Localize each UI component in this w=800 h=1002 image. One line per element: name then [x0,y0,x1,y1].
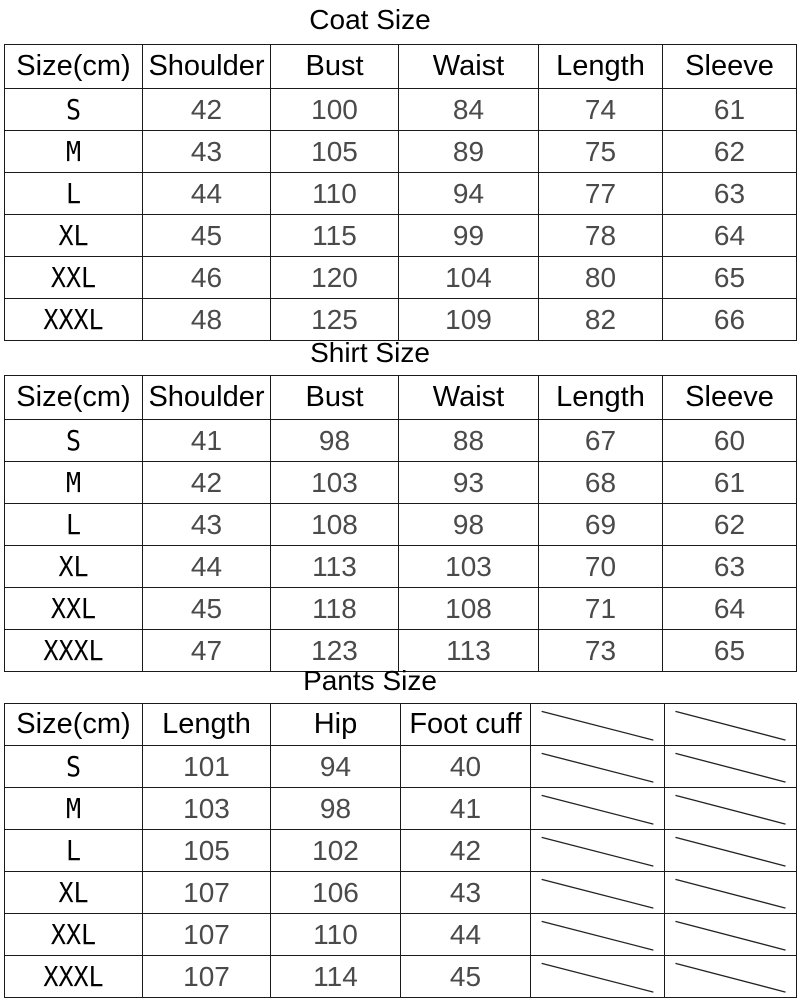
measurement-value: 42 [190,93,223,125]
measurement-value-cell [271,299,399,341]
measurement-value-cell [399,173,539,215]
measurement-value-cell [539,215,663,257]
column-header-cell [143,376,271,420]
table-row [5,462,797,504]
measurement-value: 43 [190,135,223,167]
empty-slash-cell [665,788,797,830]
measurement-value-cell [271,420,399,462]
measurement-value: 63 [713,550,746,582]
measurement-value: 42 [449,834,482,866]
column-header-cell [663,45,797,89]
measurement-value-cell [399,131,539,173]
table-row [5,746,797,788]
measurement-value-cell [401,788,531,830]
measurement-value-cell [143,215,271,257]
measurement-value: 65 [713,634,746,666]
measurement-value-cell [271,546,399,588]
column-header: Sleeve [685,381,774,413]
table-row [5,131,797,173]
measurement-value: 80 [584,261,617,293]
measurement-value-cell [271,830,401,872]
column-header: Length [556,381,645,413]
table-row [5,299,797,341]
diagonal-line [531,956,664,997]
measurement-value: 42 [190,466,223,498]
measurement-value: 66 [713,303,746,335]
measurement-value-cell [539,462,663,504]
empty-slash-cell [531,872,665,914]
measurement-value: 61 [713,93,746,125]
empty-slash-cell [665,872,797,914]
measurement-value: 88 [452,424,485,456]
measurement-value: 103 [445,550,492,582]
measurement-value-cell [539,131,663,173]
measurement-value-cell [663,546,797,588]
measurement-value: 99 [452,219,485,251]
diagonal-line [665,746,796,787]
size-label: L [65,508,82,541]
empty-slash-cell [665,830,797,872]
measurement-value: 107 [183,960,230,992]
size-label-cell [5,462,143,504]
size-label-cell [5,546,143,588]
empty-slash-cell [665,956,797,998]
measurement-value-cell [271,746,401,788]
table-row [5,588,797,630]
measurement-value-cell [271,872,401,914]
size-label-cell [5,788,143,830]
column-header-cell [271,45,399,89]
table-row [5,257,797,299]
measurement-value-cell [143,173,271,215]
size-label: S [65,750,82,783]
size-label: XXL [50,261,97,294]
measurement-value: 93 [452,466,485,498]
size-label: S [65,93,82,126]
table-row [5,420,797,462]
measurement-value: 113 [312,550,357,582]
measurement-value-cell [663,215,797,257]
measurement-value: 98 [318,424,351,456]
table-row [5,914,797,956]
measurement-value: 82 [584,303,617,335]
size-label-cell [5,299,143,341]
measurement-value: 125 [311,303,358,335]
measurement-value-cell [143,788,271,830]
measurement-value-cell [399,257,539,299]
column-header: Waist [432,50,505,82]
pants-size-table [4,703,797,998]
measurement-value: 105 [183,834,230,866]
measurement-value: 62 [713,135,746,167]
measurement-value: 73 [584,634,617,666]
empty-slash-cell [531,914,665,956]
shirt-size-table [4,375,797,672]
size-label-cell [5,173,143,215]
measurement-value-cell [663,462,797,504]
measurement-value-cell [399,504,539,546]
diagonal-line [665,914,796,955]
table-row [5,89,797,131]
measurement-value: 108 [445,592,492,624]
table-row [5,215,797,257]
measurement-value-cell [663,257,797,299]
table-row [5,546,797,588]
column-header: Waist [432,381,505,413]
coat-size-title: Coat Size [309,4,431,35]
column-header-cell [5,704,143,746]
measurement-value: 44 [449,918,482,950]
measurement-value: 78 [584,219,617,251]
table-row [5,956,797,998]
column-header: Length [162,708,251,740]
size-label: M [65,135,82,168]
size-label-cell [5,257,143,299]
measurement-value: 107 [183,918,230,950]
measurement-value: 109 [445,303,492,335]
measurement-value: 47 [190,634,223,666]
measurement-value: 68 [584,466,617,498]
measurement-value: 100 [311,93,358,125]
measurement-value-cell [271,462,399,504]
measurement-value: 94 [452,177,485,209]
column-header: Size(cm) [16,381,131,413]
measurement-value: 89 [452,135,485,167]
measurement-value: 106 [312,876,359,908]
size-label: XXL [50,918,97,951]
measurement-value: 45 [190,219,223,251]
measurement-value-cell [401,830,531,872]
measurement-value: 40 [449,750,482,782]
measurement-value-cell [539,504,663,546]
measurement-value-cell [663,420,797,462]
size-label: M [65,466,82,499]
measurement-value: 64 [713,592,746,624]
measurement-value-cell [271,504,399,546]
column-header: Size(cm) [16,708,131,740]
column-header-cell [271,704,401,746]
measurement-value-cell [143,914,271,956]
measurement-value-cell [399,215,539,257]
diagonal-line [531,746,664,787]
measurement-value-cell [143,956,271,998]
diagonal-line [665,830,796,871]
measurement-value-cell [539,89,663,131]
measurement-value: 94 [319,750,352,782]
measurement-value-cell [271,956,401,998]
measurement-value-cell [401,872,531,914]
measurement-value-cell [143,504,271,546]
measurement-value: 69 [584,508,617,540]
measurement-value-cell [271,588,399,630]
column-header-cell [399,45,539,89]
measurement-value: 120 [311,261,358,293]
measurement-value: 102 [312,834,359,866]
measurement-value: 113 [446,634,491,666]
measurement-value: 110 [312,177,357,209]
size-label: XL [58,219,89,252]
column-header: Hip [313,708,358,740]
column-header-cell [539,376,663,420]
column-header-cell [401,704,531,746]
measurement-value: 70 [584,550,617,582]
size-label: XXXL [43,634,104,667]
measurement-value: 65 [713,261,746,293]
measurement-value: 41 [449,792,482,824]
measurement-value-cell [539,257,663,299]
measurement-value: 44 [190,177,223,209]
measurement-value-cell [399,89,539,131]
empty-slash-cell [531,830,665,872]
measurement-value: 123 [311,634,358,666]
column-header: Size(cm) [16,50,131,82]
column-header-cell [271,376,399,420]
measurement-value: 98 [319,792,352,824]
size-label-cell [5,914,143,956]
measurement-value: 103 [311,466,358,498]
diagonal-line [665,704,796,745]
column-header-cell [143,704,271,746]
size-label-cell [5,956,143,998]
size-label-cell [5,504,143,546]
column-header: Shoulder [148,50,265,82]
measurement-value: 71 [584,592,617,624]
column-header-cell [143,45,271,89]
measurement-value-cell [401,956,531,998]
measurement-value-cell [539,299,663,341]
measurement-value: 67 [584,424,617,456]
measurement-value: 107 [183,876,230,908]
measurement-value: 44 [190,550,223,582]
measurement-value: 63 [713,177,746,209]
diagonal-line [531,704,664,745]
column-header: Sleeve [685,50,774,82]
measurement-value: 103 [183,792,230,824]
measurement-value-cell [143,546,271,588]
empty-slash-cell [531,956,665,998]
measurement-value-cell [399,420,539,462]
measurement-value: 46 [190,261,223,293]
column-header-cell [5,45,143,89]
coat-size-table [4,44,797,341]
measurement-value-cell [539,173,663,215]
measurement-value-cell [663,504,797,546]
measurement-value: 110 [313,918,358,950]
measurement-value: 108 [311,508,358,540]
header-row [5,376,797,420]
measurement-value: 45 [190,592,223,624]
measurement-value-cell [399,299,539,341]
measurement-value-cell [663,588,797,630]
size-label-cell [5,420,143,462]
measurement-value-cell [399,546,539,588]
table-row [5,788,797,830]
size-label: XXXL [43,303,104,336]
measurement-value-cell [143,588,271,630]
measurement-value-cell [271,131,399,173]
header-row [5,45,797,89]
table-row [5,872,797,914]
pants-size-title: Pants Size [303,665,437,696]
measurement-value-cell [401,746,531,788]
column-header-cell [399,376,539,420]
measurement-value: 84 [452,93,485,125]
diagonal-line [531,830,664,871]
diagonal-line [665,788,796,829]
measurement-value-cell [143,257,271,299]
size-label: XXL [50,592,97,625]
measurement-value: 43 [190,508,223,540]
empty-slash-cell [531,746,665,788]
table-row [5,504,797,546]
measurement-value-cell [539,420,663,462]
measurement-value-cell [663,89,797,131]
column-header: Bust [305,50,364,82]
measurement-value: 45 [449,960,482,992]
measurement-value: 118 [312,592,357,624]
measurement-value: 98 [452,508,485,540]
measurement-value-cell [143,299,271,341]
size-label: L [65,834,82,867]
diagonal-line [531,914,664,955]
empty-slash-cell [665,704,797,746]
measurement-value: 101 [183,750,230,782]
diagonal-line [531,872,664,913]
header-row [5,704,797,746]
size-label-cell [5,215,143,257]
measurement-value-cell [539,588,663,630]
diagonal-line [531,788,664,829]
measurement-value: 114 [313,960,358,992]
measurement-value-cell [401,914,531,956]
measurement-value-cell [271,257,399,299]
empty-slash-cell [665,746,797,788]
size-label: L [65,177,82,210]
empty-slash-cell [531,704,665,746]
size-label-cell [5,588,143,630]
diagonal-line [665,956,796,997]
measurement-value-cell [143,131,271,173]
measurement-value-cell [663,299,797,341]
measurement-value-cell [539,546,663,588]
measurement-value-cell [271,215,399,257]
column-header-cell [539,45,663,89]
column-header: Shoulder [148,381,265,413]
measurement-value: 77 [584,177,617,209]
measurement-value-cell [143,830,271,872]
measurement-value-cell [663,131,797,173]
empty-slash-cell [531,788,665,830]
column-header-cell [663,376,797,420]
measurement-value-cell [271,89,399,131]
measurement-value: 43 [449,876,482,908]
size-label: XL [58,550,89,583]
column-header-cell [5,376,143,420]
diagonal-line [665,872,796,913]
size-label-cell [5,131,143,173]
size-label: XL [58,876,89,909]
measurement-value-cell [271,173,399,215]
measurement-value: 74 [584,93,617,125]
size-label-cell [5,830,143,872]
column-header: Length [556,50,645,82]
measurement-value: 41 [190,424,223,456]
empty-slash-cell [665,914,797,956]
measurement-value: 104 [445,261,492,293]
measurement-value: 60 [713,424,746,456]
size-label-cell [5,746,143,788]
measurement-value-cell [399,462,539,504]
measurement-value-cell [399,588,539,630]
measurement-value-cell [143,462,271,504]
measurement-value: 75 [584,135,617,167]
shirt-size-title: Shirt Size [310,337,430,368]
table-row [5,173,797,215]
column-header: Foot cuff [409,708,522,740]
measurement-value: 62 [713,508,746,540]
size-label: XXXL [43,960,104,993]
size-label: M [65,792,82,825]
measurement-value: 61 [713,466,746,498]
column-header: Bust [305,381,364,413]
size-label-cell [5,872,143,914]
measurement-value: 64 [713,219,746,251]
size-label: S [65,424,82,457]
measurement-value-cell [143,89,271,131]
measurement-value-cell [663,173,797,215]
measurement-value-cell [271,914,401,956]
measurement-value-cell [143,746,271,788]
table-row [5,830,797,872]
measurement-value-cell [271,788,401,830]
measurement-value-cell [143,872,271,914]
size-label-cell [5,89,143,131]
measurement-value: 105 [311,135,358,167]
measurement-value: 48 [190,303,223,335]
measurement-value-cell [143,420,271,462]
measurement-value: 115 [312,219,357,251]
